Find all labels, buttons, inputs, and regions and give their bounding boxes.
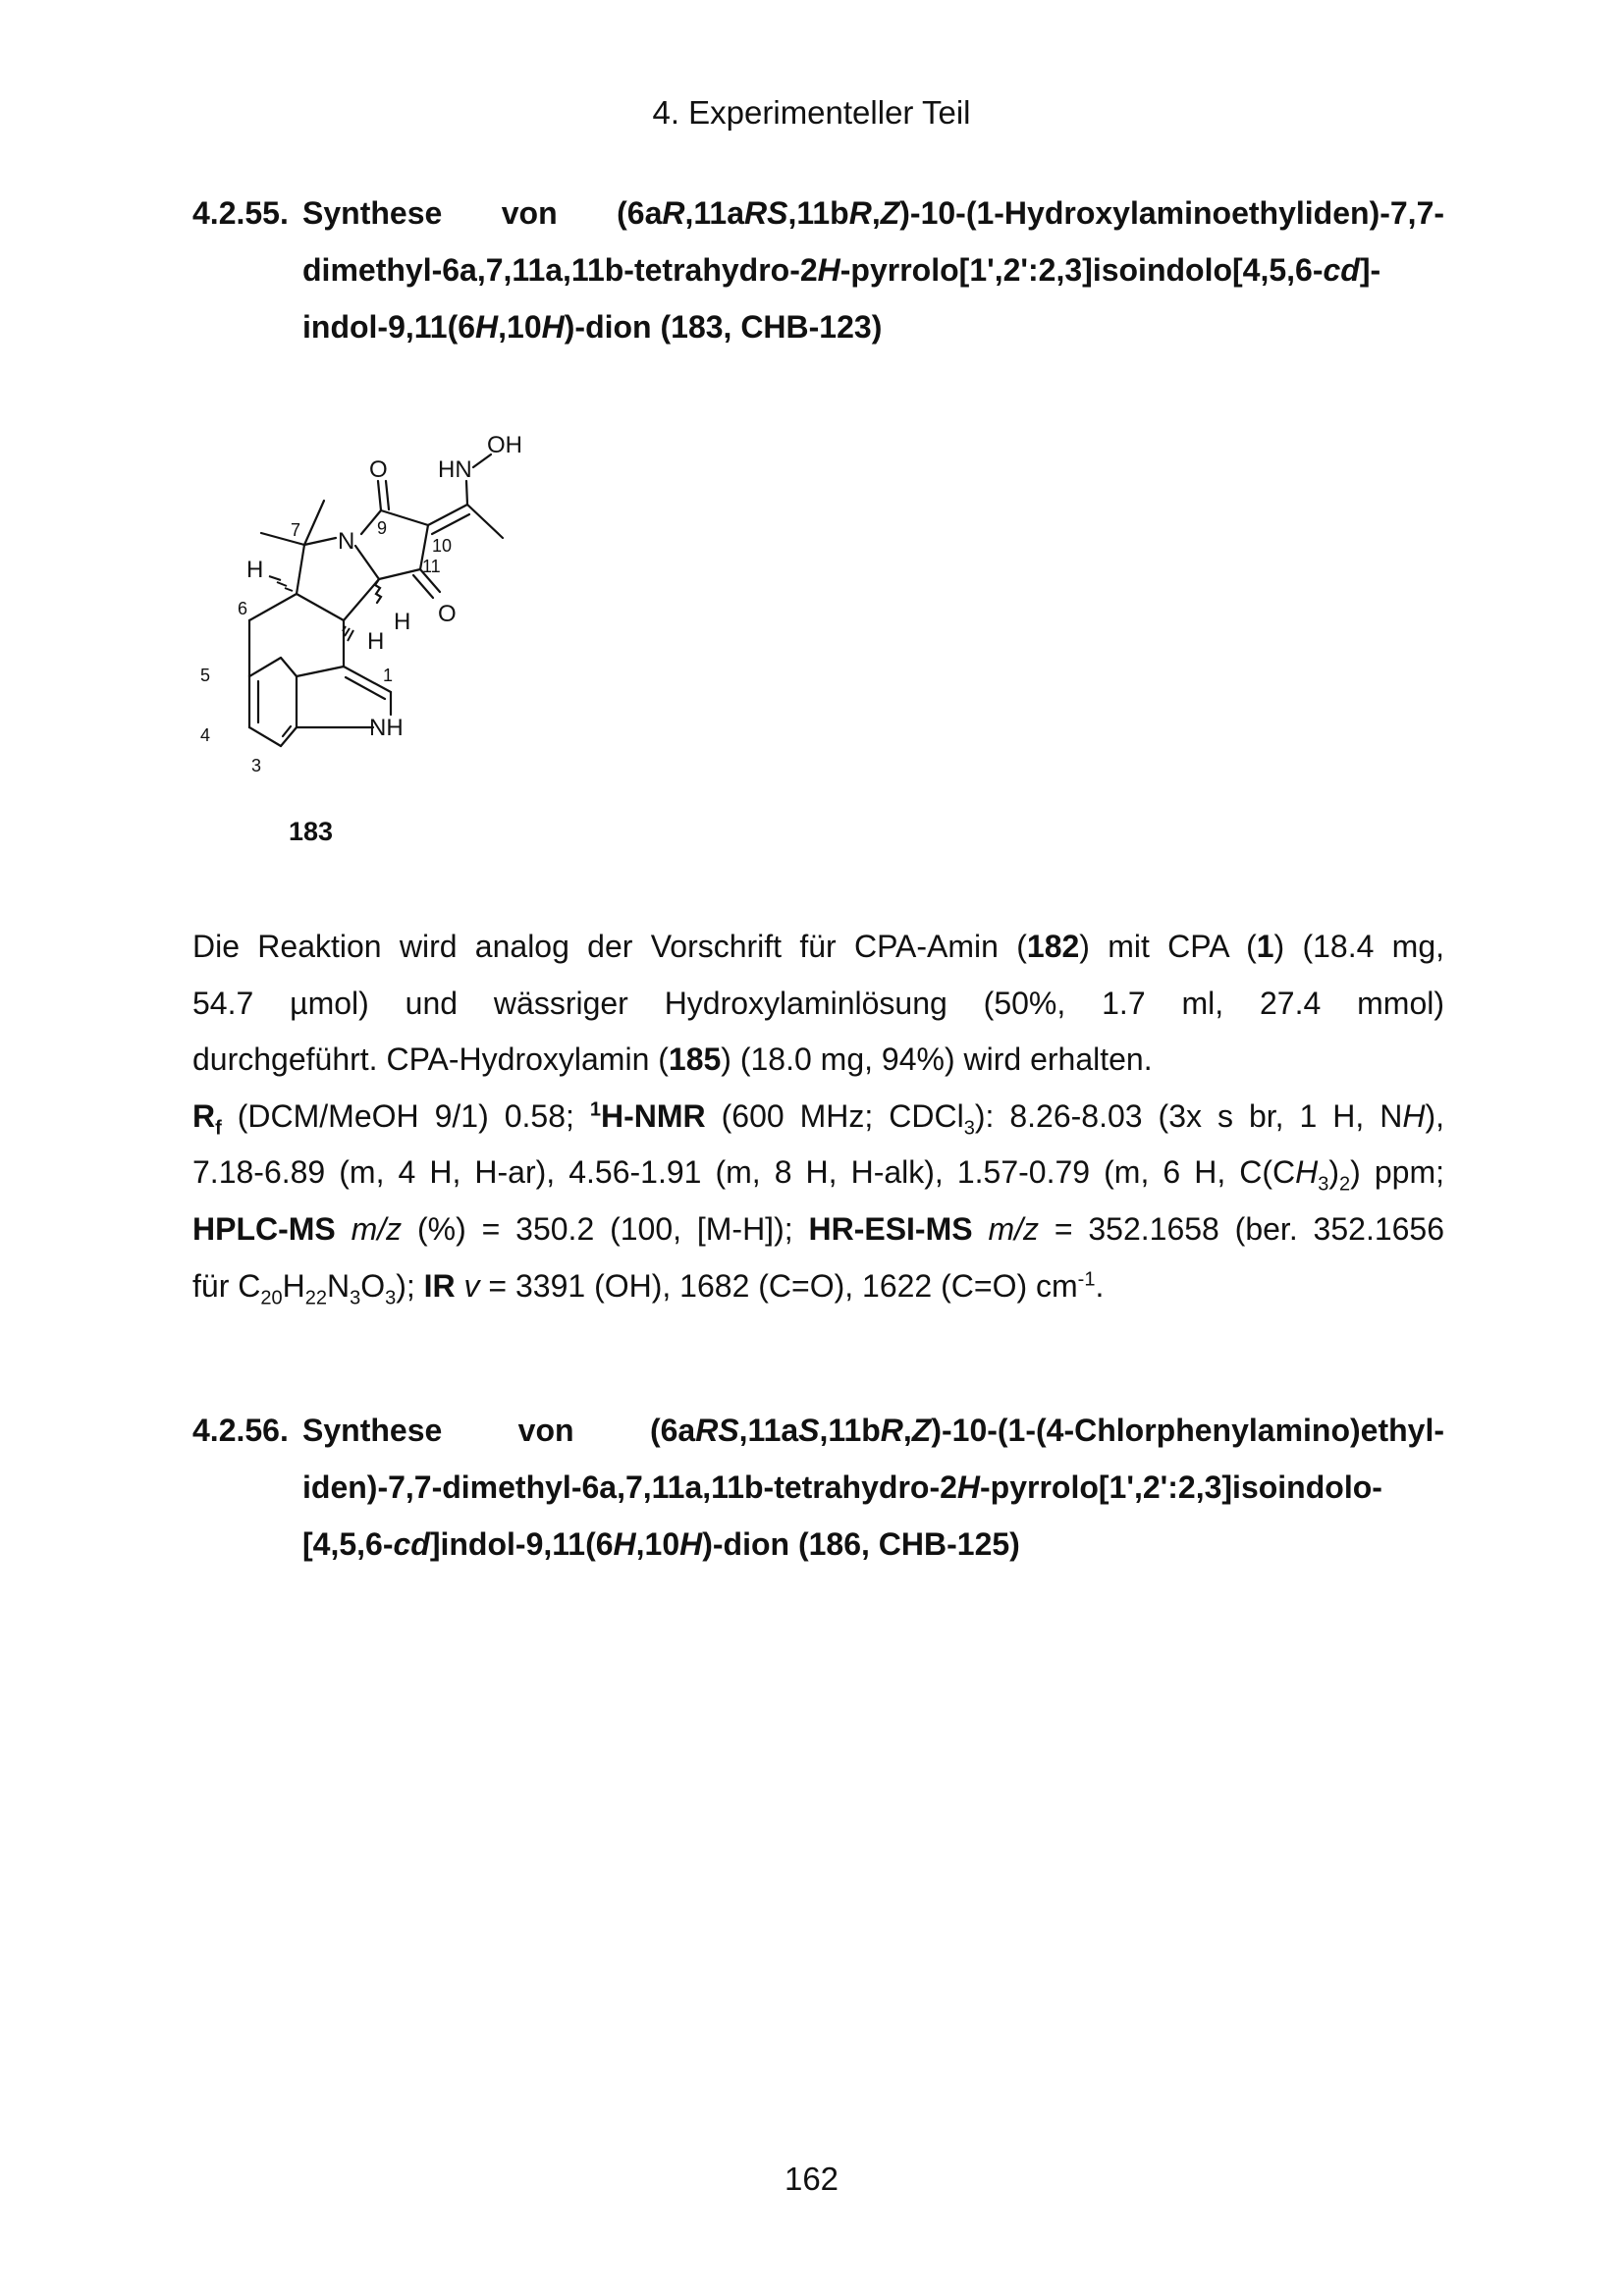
bond xyxy=(249,727,281,746)
para-line-2: 54.7 µmol) und wässriger Hydroxylaminlösung (50%, 1.7 ml, 27.4 mmol) xyxy=(192,985,1444,1021)
atom-h11a: H xyxy=(394,609,411,635)
atom-o11: O xyxy=(438,601,457,627)
section-heading-4-2-56 xyxy=(192,1402,1444,1573)
title-line-1: Synthese von (6aRS,11aS,11bR,Z)-10-(1-(4-Chlorphenylamino)ethyl- xyxy=(302,1413,1445,1448)
hash xyxy=(269,576,281,580)
bond xyxy=(378,481,381,510)
bond xyxy=(381,510,428,525)
atom-nh: NH xyxy=(369,715,404,741)
atom-h11b: H xyxy=(367,628,385,655)
bond xyxy=(466,481,467,505)
bond xyxy=(297,667,344,676)
chemical-structure-183 xyxy=(187,422,599,775)
title-line-2: dimethyl-6a,7,11a,11b-tetrahydro-2H-pyrrolo[1',2':2,3]isoindolo[4,5,6-cd]- xyxy=(302,252,1381,288)
bond xyxy=(386,481,389,509)
bond xyxy=(249,658,281,676)
locant-3: 3 xyxy=(251,756,262,775)
section-title xyxy=(302,185,1444,355)
para-line-4: $R_f$ (DCM/MeOH 9/1) 0.58; $^1$H-NMR (600 MHz; CDCl$_3$): 8.26-8.03 (3x s br, 1 H, NH), xyxy=(192,1097,1445,1140)
locant-6: 6 xyxy=(238,599,248,618)
bond xyxy=(297,594,344,620)
bond xyxy=(432,514,469,534)
locant-10: 10 xyxy=(432,536,453,556)
title-line-1: Synthese von (6aR,11aRS,11bR,Z)-10-(1-Hydroxylaminoethyliden)-7,7- xyxy=(302,195,1445,231)
bond xyxy=(281,658,297,676)
running-header: 4. Experimenteller Teil xyxy=(652,94,971,131)
locant-7: 7 xyxy=(291,520,301,540)
title-line-2: iden)-7,7-dimethyl-6a,7,11a,11b-tetrahydro-2H-pyrrolo[1',2':2,3]isoindolo- xyxy=(302,1469,1382,1505)
locant-1: 1 xyxy=(383,666,394,685)
atom-hn: HN xyxy=(438,456,472,483)
bond xyxy=(467,505,503,538)
hash xyxy=(285,588,293,591)
section-number: 4.2.55. xyxy=(192,195,289,231)
title-line-3: [4,5,6-cd]indol-9,11(6H,10H)-dion (186, CHB-125) xyxy=(302,1526,1020,1562)
section-heading-4-2-55 xyxy=(192,185,1444,355)
locant-11: 11 xyxy=(422,557,441,576)
bond xyxy=(304,538,336,545)
compound-label: 183 xyxy=(289,817,334,846)
para-line-7: für $C_{20}H_{22}N_3O_3$); IR v = 3391 (OH), 1682 (C=O), 1622 (C=O) $cm^{-1}$. xyxy=(192,1267,1105,1308)
para-line-1: Die Reaktion wird analog der Vorschrift für CPA-Amin (182) mit CPA (1) (18.4 mg, xyxy=(192,929,1445,964)
bond xyxy=(249,594,297,620)
bond xyxy=(428,505,467,525)
atom-h6a: H xyxy=(246,557,264,583)
section-number: 4.2.56. xyxy=(192,1413,289,1448)
bond xyxy=(304,501,324,545)
atom-n: N xyxy=(338,528,355,555)
hash xyxy=(345,628,350,636)
experimental-paragraph xyxy=(192,919,1444,1314)
atom-oh: OH xyxy=(487,432,522,458)
bond xyxy=(346,677,385,699)
bond xyxy=(379,569,420,579)
para-line-5: 7.18-6.89 (m, 4 H, H-ar), 4.56-1.91 (m, 8 H, H-alk), 1.57-0.79 (m, 6 H, $C(CH_3)_2$) ppm; xyxy=(192,1154,1445,1196)
locant-5: 5 xyxy=(200,666,211,685)
locant-4: 4 xyxy=(200,725,211,745)
hash xyxy=(277,582,287,586)
locant-9: 9 xyxy=(377,518,388,538)
title-line-3: indol-9,11(6H,10H)-dion (183, CHB-123) xyxy=(302,309,883,345)
section-title xyxy=(302,1402,1444,1573)
para-line-3: durchgeführt. CPA-Hydroxylamin (185) (18.0 mg, 94%) wird erhalten. xyxy=(192,1041,1153,1078)
wavy-bond xyxy=(375,579,381,603)
bond xyxy=(297,545,304,594)
bond xyxy=(413,575,433,598)
hash xyxy=(348,630,353,641)
bond xyxy=(355,546,379,579)
para-line-6: HPLC-MS m/z (%) = 350.2 (100, [M-H]); HR-ESI-MS m/z = 352.1658 (ber. 352.1656 xyxy=(192,1210,1445,1247)
page-number: 162 xyxy=(784,2161,839,2197)
atom-o9: O xyxy=(369,456,388,483)
